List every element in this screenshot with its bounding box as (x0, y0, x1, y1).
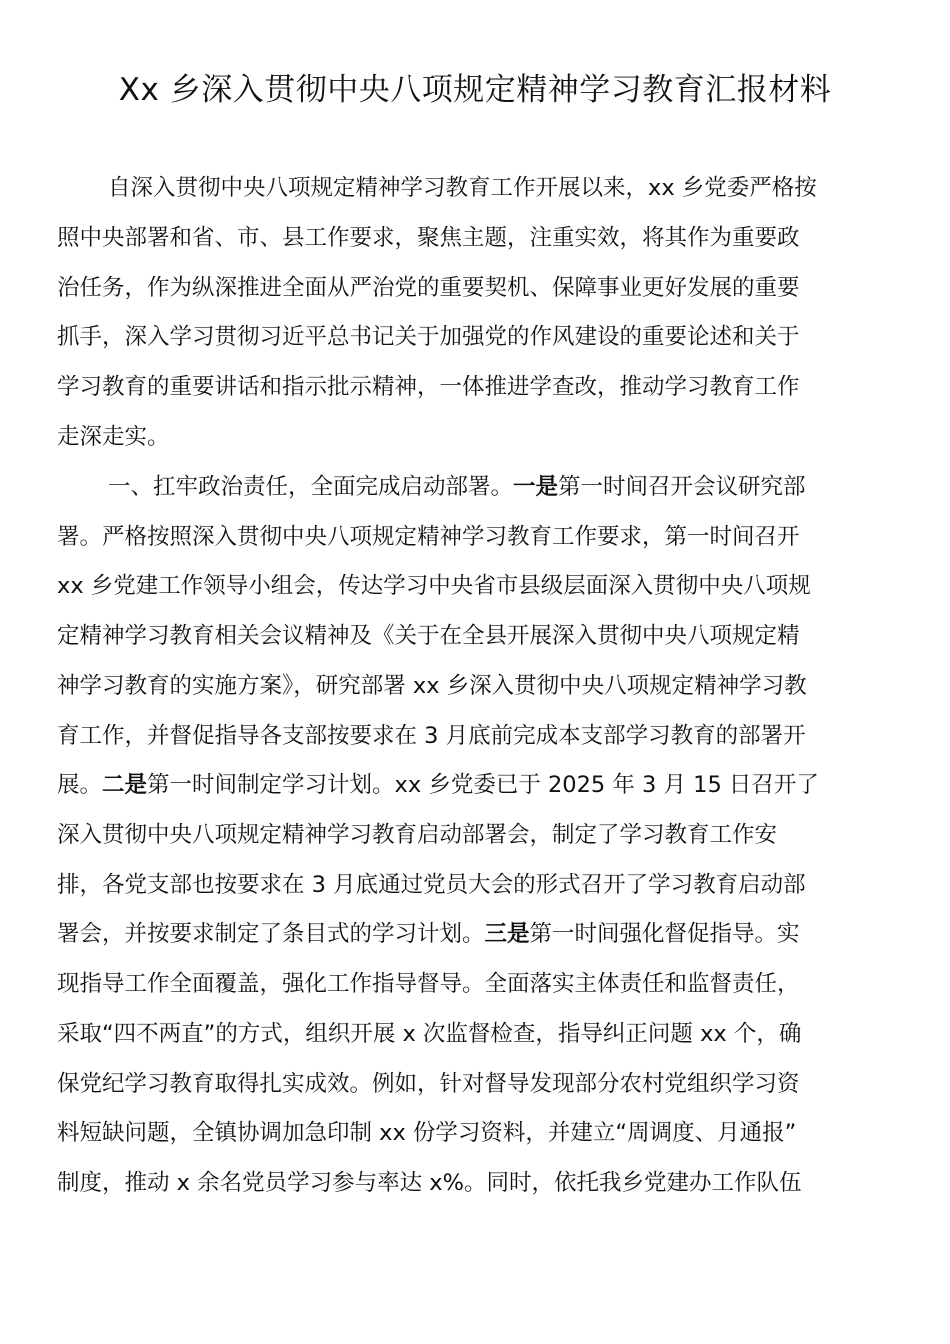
paragraph-line: 定精神学习教育相关会议精神及《关于在全县开展深入贯彻中央八项规定精 (57, 623, 800, 649)
document-title: Xx 乡深入贯彻中央八项规定精神学习教育汇报材料 (118, 72, 832, 108)
paragraph-line: 自深入贯彻中央八项规定精神学习教育工作开展以来，xx 乡党委严格按 (108, 175, 817, 201)
paragraph-line: 料短缺问题，全镇协调加急印制 xx 份学习资料，并建立“周调度、月通报” (57, 1120, 797, 1146)
paragraph-line: 走深走实。 (57, 424, 170, 450)
bold-lead-first: 一是 (513, 474, 559, 500)
section-heading-line (108, 467, 806, 507)
paragraph-line (57, 765, 819, 805)
line-text: 展。 (57, 772, 103, 798)
paragraph-line: 学习教育的重要讲话和指示批示精神，一体推进学查改，推动学习教育工作 (57, 374, 800, 400)
paragraph-line: xx 乡党建工作领导小组会，传达学习中央省市县级层面深入贯彻中央八项规 (57, 573, 811, 599)
paragraph-line: 育工作，并督促指导各支部按要求在 3 月底前完成本支部学习教育的部署开 (57, 723, 806, 749)
paragraph-line: 制度，推动 x 余名党员学习参与率达 x%。同时，依托我乡党建办工作队伍 (57, 1170, 802, 1196)
paragraph-line: 采取“四不两直”的方式，组织开展 x 次监督检查，指导纠正问题 xx 个，确 (57, 1021, 802, 1047)
paragraph-line: 现指导工作全面覆盖，强化工作指导督导。全面落实主体责任和监督责任， (57, 971, 800, 997)
bold-lead-third: 三是 (484, 921, 530, 947)
section-heading: 一、扛牢政治责任，全面完成启动部署。 (108, 474, 514, 500)
paragraph-line: 署。严格按照深入贯彻中央八项规定精神学习教育工作要求，第一时间召开 (57, 524, 800, 550)
line-text: 第一时间强化督促指导。实 (529, 921, 800, 947)
line-text: 第一时间制定学习计划。xx 乡党委已于 2025 年 3 月 15 日召开了 (147, 772, 819, 798)
paragraph-line: 排，各党支部也按要求在 3 月底通过党员大会的形式召开了学习教育启动部 (57, 872, 806, 898)
paragraph-line: 深入贯彻中央八项规定精神学习教育启动部署会，制定了学习教育工作安 (57, 822, 778, 848)
paragraph-line: 照中央部署和省、市、县工作要求，聚焦主题，注重实效，将其作为重要政 (57, 225, 800, 251)
paragraph-line (57, 914, 800, 954)
bold-lead-second: 二是 (102, 772, 148, 798)
paragraph-line: 神学习教育的实施方案》，研究部署 xx 乡深入贯彻中央八项规定精神学习教 (57, 673, 807, 699)
lead-text: 第一时间召开会议研究部 (558, 474, 806, 500)
paragraph-line: 治任务，作为纵深推进全面从严治党的重要契机、保障事业更好发展的重要 (57, 275, 800, 301)
line-text: 署会，并按要求制定了条目式的学习计划。 (57, 921, 485, 947)
paragraph-line: 保党纪学习教育取得扎实成效。例如，针对督导发现部分农村党组织学习资 (57, 1071, 800, 1097)
paragraph-line: 抓手，深入学习贯彻习近平总书记关于加强党的作风建设的重要论述和关于 (57, 324, 800, 350)
